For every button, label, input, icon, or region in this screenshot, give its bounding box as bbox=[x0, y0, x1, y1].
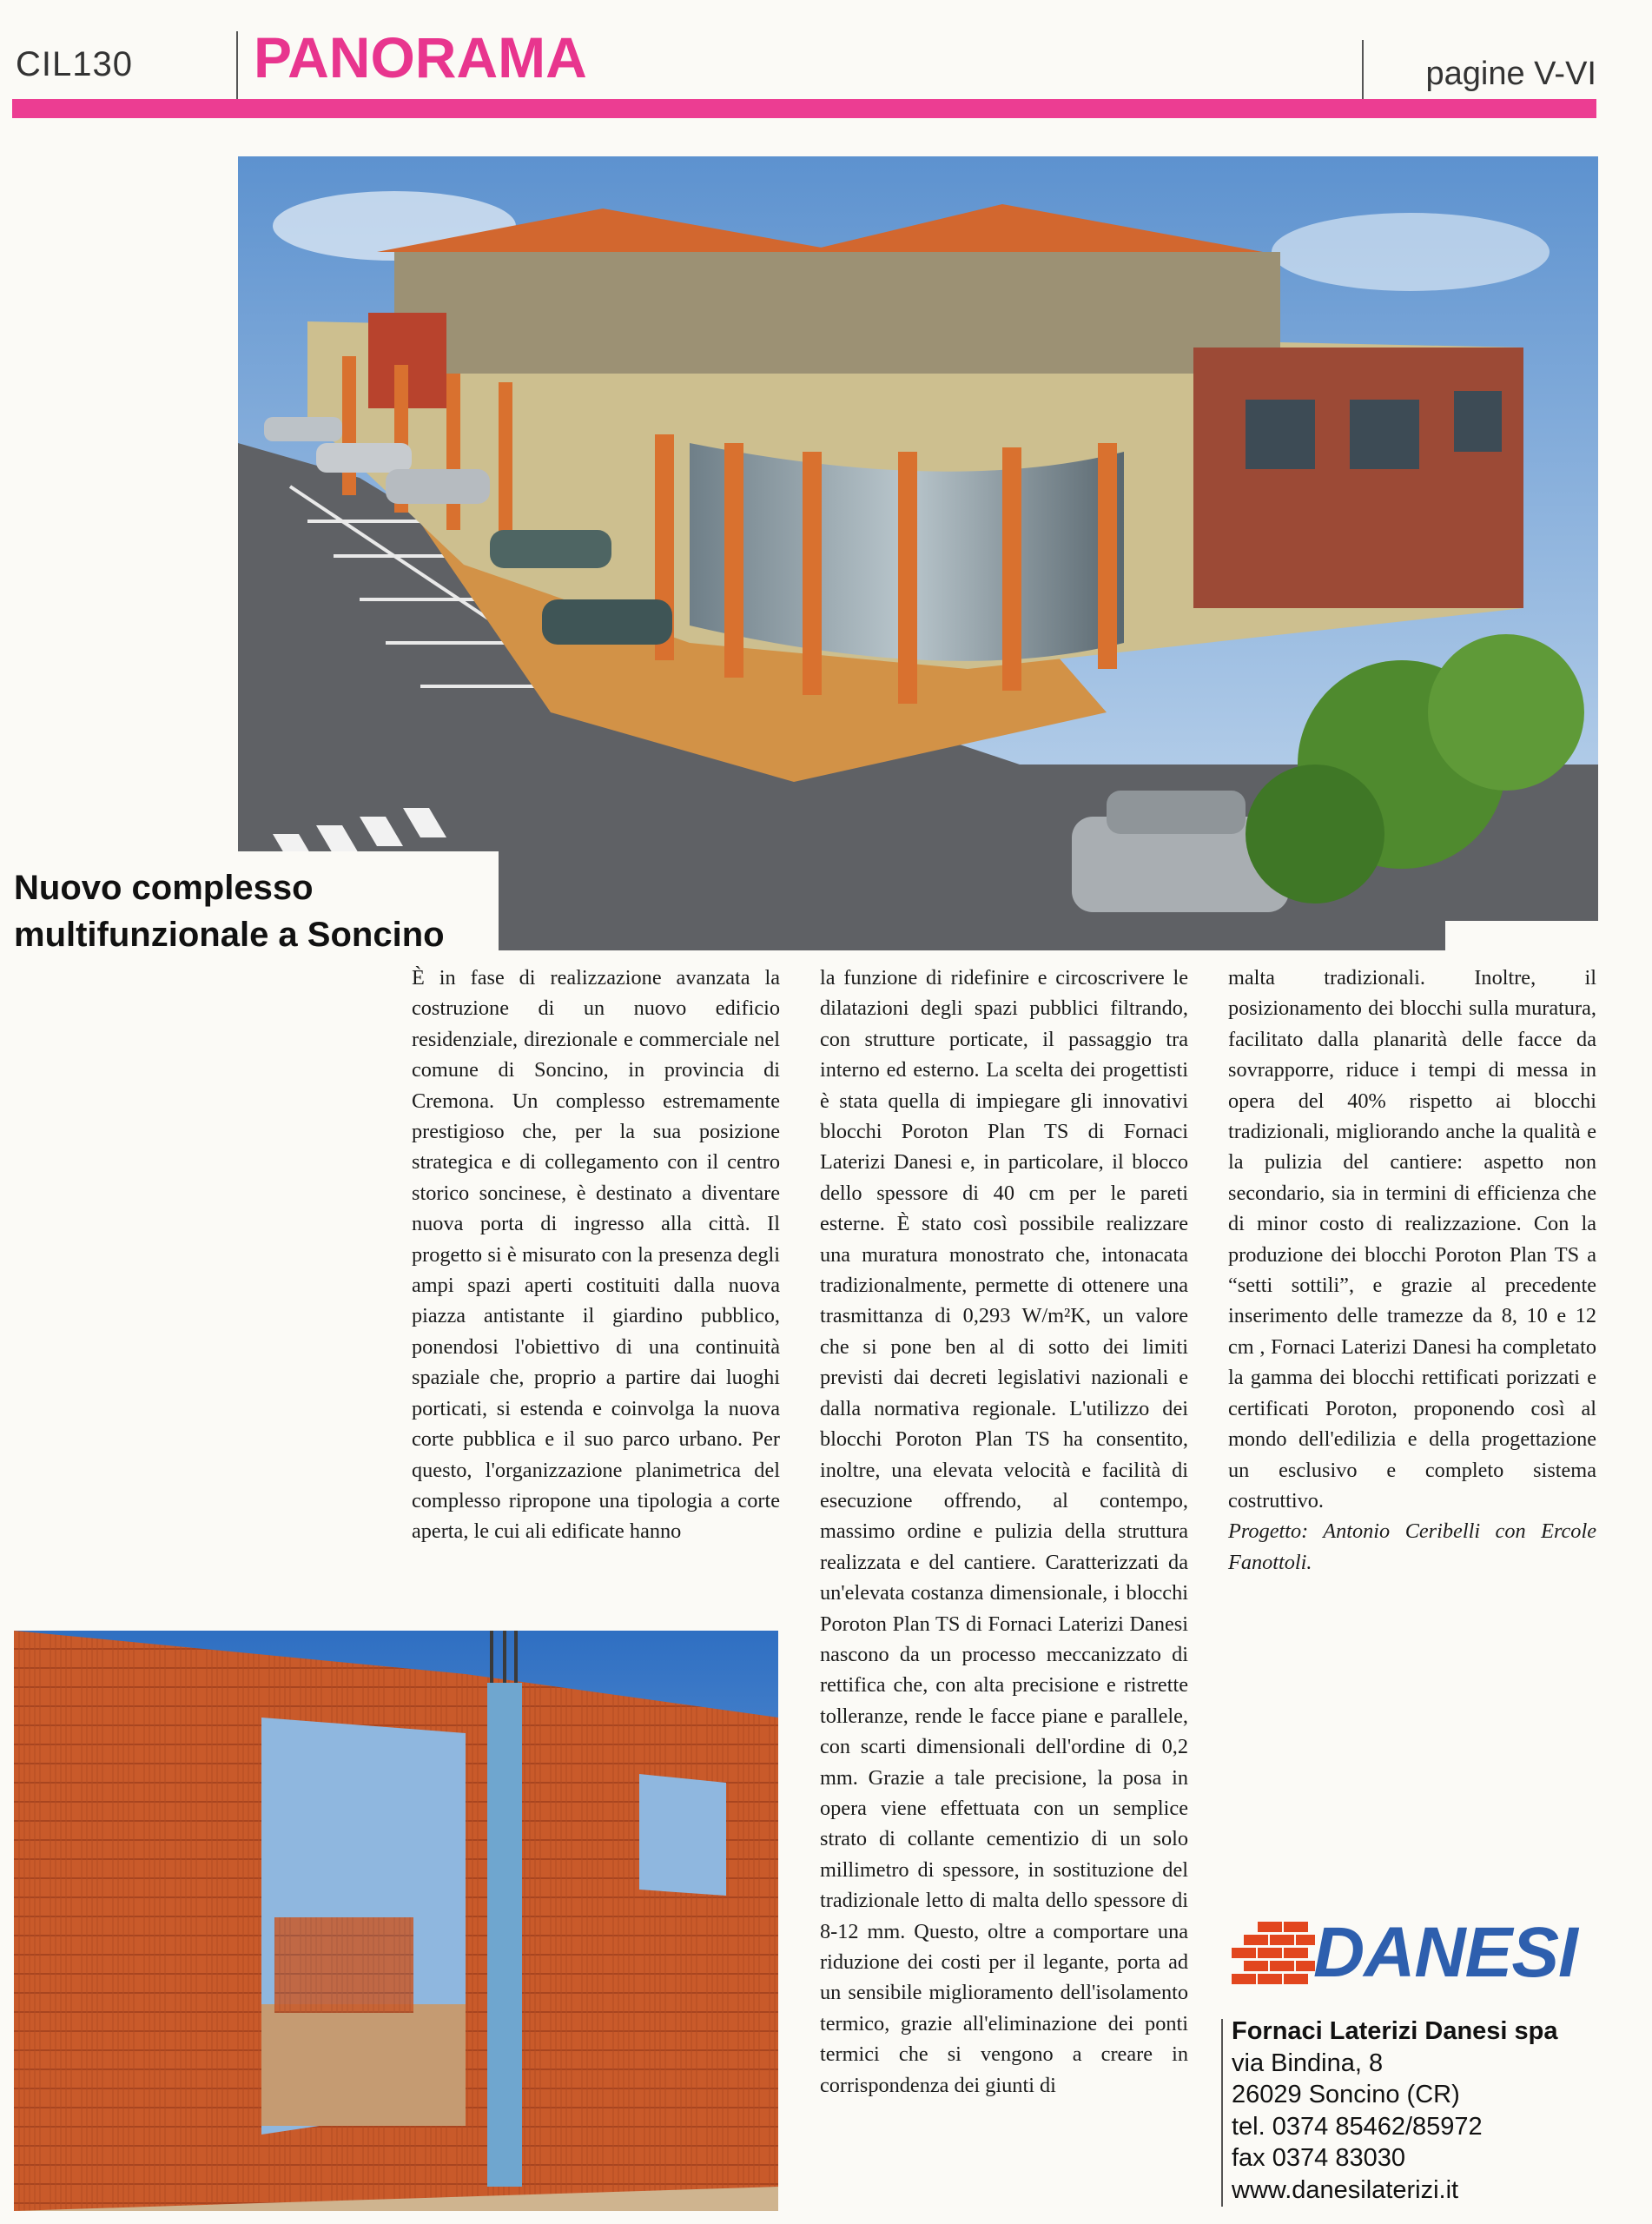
contact-divider bbox=[1221, 2019, 1223, 2207]
company-name: Fornaci Laterizi Danesi spa bbox=[1232, 2017, 1558, 2045]
headline-line-1: Nuovo complesso bbox=[14, 869, 314, 907]
page-range: pagine V-VI bbox=[1425, 56, 1596, 92]
company-address: via Bindina, 8 bbox=[1232, 2049, 1384, 2077]
header-accent-bar bbox=[12, 99, 1596, 118]
company-fax: fax 0374 83030 bbox=[1232, 2144, 1405, 2172]
section-title: PANORAMA bbox=[254, 25, 587, 89]
company-phone: tel. 0374 85462/85972 bbox=[1232, 2112, 1483, 2141]
header-divider bbox=[236, 31, 238, 99]
headline-line-2: multifunzionale a Soncino bbox=[14, 916, 445, 954]
header-divider bbox=[1362, 40, 1364, 101]
article-text: malta tradizionali. Inoltre, il posizionamento dei blocchi sulla muratura, facilitato dalla planarità delle facce da sovrapporre, riduce i tempi di messa in opera del 40% rispetto ai blocchi tradizionali, migliorando anche la qualità e la pulizia del cantiere: aspetto non secondario, sia in termini di efficienza che di minor costo di realizzazione. Con la produzione dei blocchi Poroton Plan TS a “setti sottili”, e grazie al precedente inserimento delle tramezze da 8, 10 e 12 cm , Fornaci Laterizi Danesi ha completato la gamma dei blocchi rettificati porizzati e certificati Poroton, proponendo così al mondo dell'edilizia e della progettazione un esclusivo e completo sistema costruttivo. bbox=[1228, 966, 1596, 1512]
company-city: 26029 Soncino (CR) bbox=[1232, 2081, 1460, 2108]
company-website: www.danesilaterizi.it bbox=[1232, 2175, 1459, 2204]
article-text: È in fase di realizzazione avanzata la costruzione di un nuovo edificio residenziale, direzionale e commerciale nel comune di Soncino, in provincia di Cremona. Un complesso estremamente prestigioso che, per la sua posizione strategica e di collegamento con il centro storico soncinese, è destinato a diventare nuova porta di ingresso alla città. Il progetto si è misurato con la presenza degli ampi spazi aperti costituiti dalla nuova piazza antistante il giardino pubblico, ponendosi l'obiettivo di una continuità spaziale che, proprio a partire dai luoghi porticati, si estenda e coinvolga la nuova corte pubblica e il suo parco urbano. Per questo, l'organizzazione planimetrica del complesso ripropone una tipologia a corte aperta, le cui ali edificate hanno bbox=[412, 966, 780, 1544]
brick-wall-icon bbox=[1232, 1922, 1315, 1988]
contact-block bbox=[1232, 2016, 1558, 2206]
article-column-2 bbox=[820, 963, 1188, 2101]
project-credit: Progetto: Antonio Ceribelli con Ercole Fanottoli. bbox=[1228, 1519, 1596, 1574]
building-rendering-image bbox=[238, 156, 1598, 950]
construction-site-photo bbox=[14, 1631, 778, 2211]
magazine-code: CIL130 bbox=[16, 45, 133, 83]
danesi-logo bbox=[1232, 1913, 1577, 1992]
article-column-3 bbox=[1228, 963, 1596, 1578]
logo-wordmark: DANESI bbox=[1313, 1913, 1577, 1992]
article-column-1 bbox=[412, 963, 780, 1547]
article-headline bbox=[14, 864, 570, 958]
article-text: la funzione di ridefinire e circoscrivere le dilatazioni degli spazi pubblici filtrando, con strutture porticate, il passaggio tra interno ed esterno. La scelta dei progettisti è stata quella di impiegare gli innovativi blocchi Poroton Plan TS di Fornaci Laterizi Danesi e, in particolare, il blocco dello spessore di 40 cm per le pareti esterne. È stato così possibile realizzare una muratura monostrato che, intonacata tradizionalmente, permette di ottenere una trasmittanza di 0,293 W/m²K, un valore che si pone ben al di sotto dei limiti previsti dai decreti legislativi nazionali e dalla normativa regionale. L'utilizzo dei blocchi Poroton Plan TS ha consentito, inoltre, una elevata velocità e facilità di esecuzione offrendo, al contempo, massimo ordine e pulizia della struttura realizzata e del cantiere. Caratterizzati da un'elevata costanza dimensionale, i blocchi Poroton Plan TS di Fornaci Laterizi Danesi nascono da un processo meccanizzato di rettifica che, con alta precisione e ristrette tolleranze, rende le facce piane e parallele, con scarti dimensionali dell'ordine di 0,2 mm. Grazie a tale precisione, la posa in opera viene effettuata con un semplice strato di collante cementizio di un solo millimetro di spessore, in sostituzione del tradizionale letto di malta dello spessore di 8-12 mm. Questo, oltre a comportare una riduzione dei costi per il legante, porta ad un sensibile miglioramento dell'isolamento termico, grazie all'eliminazione dei ponti termici che si vengono a creare in corrispondenza dei giunti di bbox=[820, 966, 1188, 2097]
